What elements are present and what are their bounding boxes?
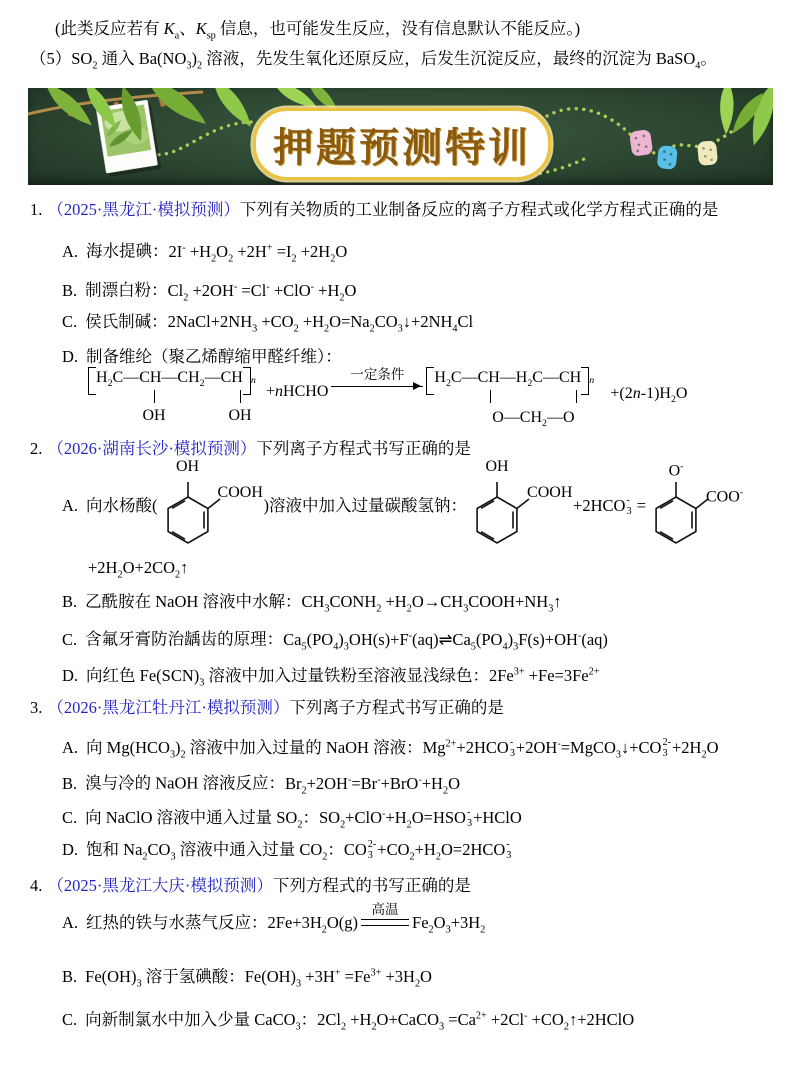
polymer-chain: $H_2C—CH—H_2C—CH$ [434,369,582,390]
chemical-formula: $2Fe^{3+} +Fe=3Fe^{2+}$ [489,665,600,685]
q3-option-c [62,803,522,836]
option-label: 含氟牙膏防治龋齿的原理： [85,629,284,649]
q2a-continuation [88,557,188,586]
question-source: （2026·黑龙江牡丹江·模拟预测） [47,698,290,717]
chemical-formula: CO 2- 3 $+CO_2+H_2O=2HCO$ - 3 [343,839,512,863]
intro-note-text: (此类反应若有 $K_a$、$K_{sp}$ 信息，也可能发生反应，没有信息默认不能反应。) [55,19,581,42]
plus-reagent: +nHCHO [266,383,329,400]
q4-option-c [62,1005,634,1038]
intro-point-5 [30,48,717,77]
intro-note [55,18,580,47]
option-letter: A. [62,496,79,515]
option-letter: B. [62,966,78,986]
bracket-right-icon [581,367,589,395]
intro-point-5-text: $(5)SO_2$ 通入 $Ba(NO_3)_2$ 溶液，先发生氧化还原反应，后发生沉淀反应，最终的沉淀为 BaSO$_4$。 [30,49,717,72]
chemical-formula: $2Cl_2$ $+H_2O+CaCO_3 =Ca^{2+} +2Cl^-$ $+CO_2↑+2HClO$ [317,1009,635,1032]
question-source: （2025·黑龙江大庆·模拟预测） [47,876,273,895]
option-label: 制漂白粉： [85,280,168,300]
chemical-formula: $Ca_5(PO_4)_3OH(s)+F^-(aq)\rightleftharpoons Ca_5(PO_4)_3F(s)+OH^-(aq)$ [283,629,608,652]
bond-vertical-icon [154,390,155,403]
bracket-right-icon [243,367,251,395]
q3-option-b [62,769,460,802]
chemical-formula: $+2H_2O+2CO_2↑$ [88,558,189,581]
polymer-reaction [88,367,687,429]
polymer-structure-left [88,367,266,429]
banner-title: 押题预测特训 [273,125,531,170]
substituent-side: COOH [217,484,263,501]
question-source: （2025·黑龙江·模拟预测） [47,200,240,219]
double-line-icon [361,919,409,926]
option-letter: B. [62,592,78,611]
banner [28,88,773,185]
chemical-formula: $Mg^{2+}+2HCO$ - 3 +2OH-=MgCO$_3$↓+CO 2- 3 $+2H_2O$ [422,736,719,760]
substituent-oh: OH [142,407,166,424]
substituent-top: O- [668,461,684,480]
banner-title-cloud [253,108,551,180]
acetal-bridge: $O—CH_2—O$ [492,409,575,430]
polymer-n: n [250,375,256,387]
benzene-ring-salicylic [158,456,264,556]
chemical-formula: $2I^- +H_2O_2 +2H^+ =I_2 +2H_2O$ [168,241,348,264]
chemical-formula: $Cl_2 +2OH^- =Cl^- +ClO^- +H_2O$ [167,280,357,303]
option-label: 红热的铁与水蒸气反应： [86,913,268,932]
option-label: 向水杨酸( [86,496,158,515]
bracket-left-icon [426,367,434,395]
q4-option-b [62,962,432,995]
q2-option-d [62,661,600,694]
option-label: 制备维纶（聚乙烯醇缩甲醛纤维）： [86,347,342,366]
q2-option-c [62,625,608,658]
option-letter: C. [62,629,78,649]
arrow-line-icon [331,386,423,387]
question-1-stem [30,199,718,221]
substituent-top: OH [485,458,509,475]
q2-option-a [62,455,758,557]
bond-vertical-icon [240,390,241,403]
paper-blob-cream-icon [697,140,718,166]
q3-option-d [62,839,512,868]
option-letter: A. [62,241,79,261]
condition-label: 高温 [371,902,399,917]
question-number: 4. [30,876,43,895]
option-letter: A. [62,913,79,932]
water-byproduct: $+(2n-1)H_2O$ [610,385,688,406]
q1-option-c [62,311,473,340]
bond-vertical-icon [490,390,491,403]
bond-vertical-icon [576,390,577,403]
question-number: 1. [30,200,43,219]
option-letter: C. [62,807,78,827]
option-label: 海水提碘： [86,241,169,261]
paper-blob-blue-icon [657,145,678,170]
paper-blob-pink-icon [629,129,653,157]
question-text: 下列方程式的书写正确的是 [272,876,471,895]
chemical-formula: $2NaCl+2NH_3 +CO_2$ $+H_2O=Na_2CO_3↓+2NH_4Cl$ [167,312,474,335]
option-letter: A. [62,737,79,757]
bracket-left-icon [88,367,96,395]
option-label: $Fe(OH)_3$ 溶于氢碘酸： [85,966,245,989]
q2-option-b [62,591,562,620]
option-letter: D. [62,665,79,685]
chemical-formula: $Fe(OH)_3 +3H^+ =Fe^{3+} +3H_2O$ [244,966,432,989]
chemical-formula: $2Fe+3H_2O(g)$ [267,913,359,936]
option-label: 向红色 $Fe(SCN)_3$ 溶液中加入过量铁粉至溶液显浅绿色： [86,665,489,688]
option-letter: B. [62,280,78,300]
option-label: 溴与冷的 NaOH 溶液反应： [85,773,285,793]
option-letter: C. [62,1009,78,1029]
chemical-formula: $Fe_2O_3+3H_2$ [412,913,486,936]
chemical-formula: $SO_2+ClO^-+H_2O=HSO$ - 3 +HClO [318,806,522,830]
option-letter: D. [62,347,79,366]
q1-option-a [62,237,347,270]
option-label: )溶液中加入过量碳酸氢钠： [263,496,468,515]
option-label: 向 $Mg(HCO_3)_2$ 溶液中加入过量的 NaOH 溶液： [86,737,423,760]
reaction-condition: 一定条件 [350,367,405,382]
option-label: 饱和 $Na_2CO_3$ 溶液中通入过量 $CO_2$： [86,840,344,863]
question-text: 下列离子方程式书写正确的是 [256,439,471,458]
option-label: 向新制氯水中加入少量 CaCO$_3$： [85,1009,318,1032]
polymer-structure-right [426,367,610,429]
question-text: 下列有关物质的工业制备反应的离子方程式或化学方程式正确的是 [239,200,719,219]
q1-option-d [62,346,342,368]
benzene-ring-salicylate [646,456,758,556]
question-text: 下列离子方程式书写正确的是 [289,698,504,717]
option-label: 乙酰胺在 NaOH 溶液中水解： [85,592,302,611]
question-3-stem [30,697,504,719]
chemical-formula: +2HCO - 3 = [573,495,646,517]
polymer-n: n [589,375,595,387]
benzene-ring-salicylic [467,456,573,556]
q1-option-b [62,276,356,309]
q4-option-a [62,902,486,941]
substituent-oh: OH [228,407,252,424]
option-letter: C. [62,312,78,331]
substituent-side: COOH [527,484,573,501]
reaction-arrow-icon [331,367,423,387]
question-4-stem [30,875,471,897]
chemical-formula: $Br_2+2OH^-=Br^-+BrO^-+H_2O$ [284,773,460,796]
option-label: 侯氏制碱： [85,312,168,331]
question-number: 2. [30,439,43,458]
q3-option-a [62,733,719,766]
equals-with-condition-icon [361,902,409,925]
bamboo-leaves-right-icon [715,88,773,147]
question-number: 3. [30,698,43,717]
polymer-chain: $H_2C—CH—CH_2—CH$ [96,369,243,390]
chemical-formula: $CH_3CONH_2$ $+H_2O\to CH_3COOH+NH_3↑$ [301,592,562,615]
question-source: （2026·湖南长沙·模拟预测） [47,439,257,458]
option-label: 向 NaClO 溶液中通入过量 $SO_2$： [85,807,319,830]
substituent-top: OH [175,458,200,475]
option-letter: B. [62,773,78,793]
option-letter: D. [62,840,79,859]
substituent-side: COO- [706,487,744,506]
